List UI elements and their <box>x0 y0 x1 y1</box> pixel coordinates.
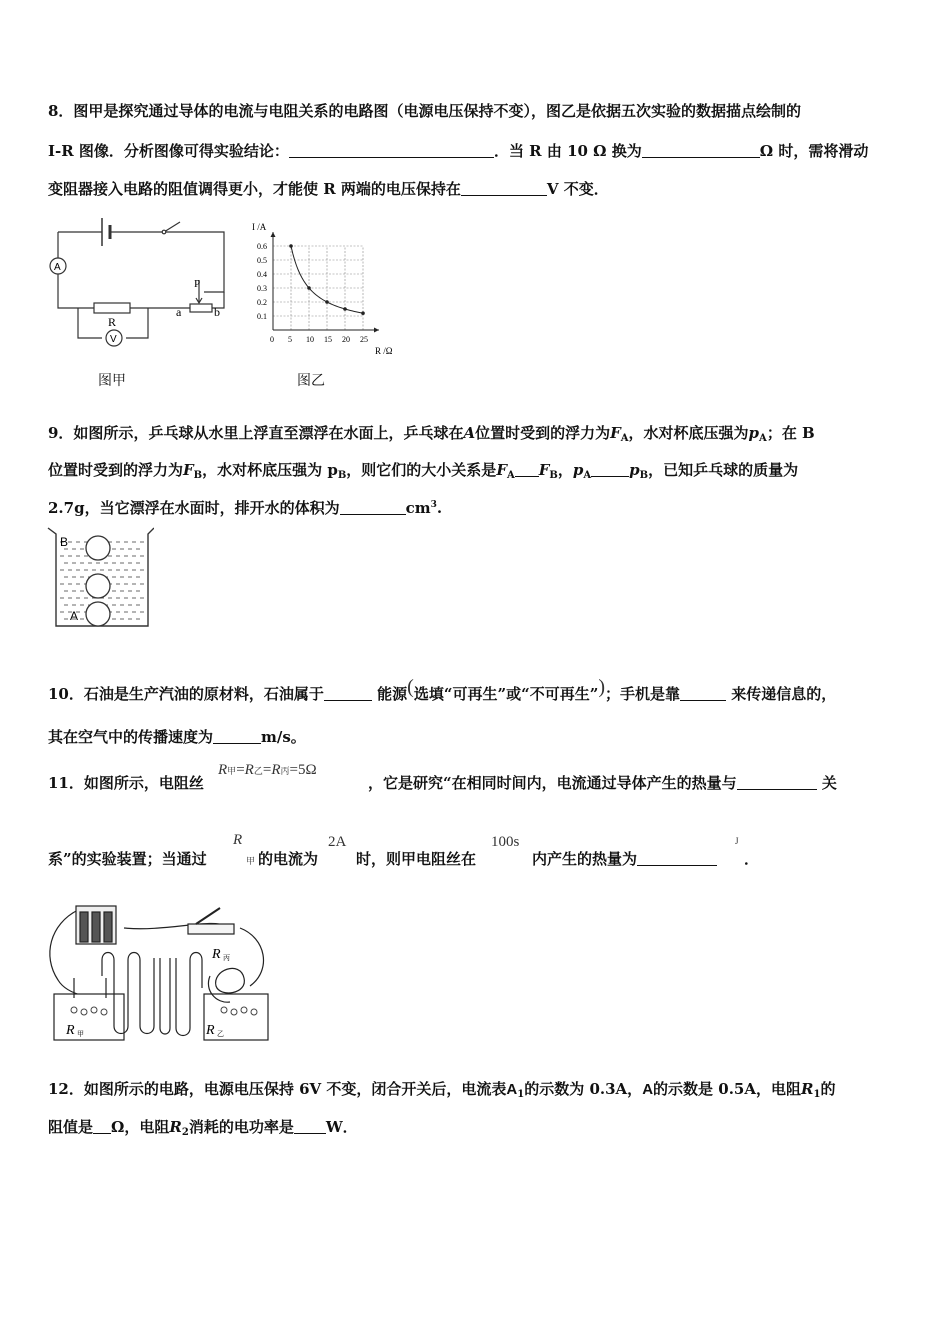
q11-line2b: 的电流为 <box>258 850 319 868</box>
y-tick-0.3: 0.3 <box>257 284 267 293</box>
y-tick-0.2: 0.2 <box>257 298 267 307</box>
q9-blank-volume[interactable] <box>340 499 406 515</box>
formula-sub-jia: 甲 <box>227 766 237 776</box>
formula-r2: R <box>244 762 254 778</box>
q10-text-6: 其在空气中的传播速度为 <box>48 728 214 746</box>
x-axis-arrow <box>374 328 379 333</box>
q9-sub-b: B <box>193 470 203 481</box>
q9-sub-a3: A <box>506 470 515 481</box>
y-tick-0.6: 0.6 <box>257 242 267 251</box>
data-point-25 <box>361 311 365 315</box>
q10-text-7: m/s。 <box>261 728 306 746</box>
q9-line1 <box>48 422 815 444</box>
q11-line1 <box>48 772 204 793</box>
q9-text-7: ，则它们的大小关系是 <box>346 461 497 479</box>
y-tick-0.4: 0.4 <box>257 270 267 279</box>
q12-blank-r1[interactable] <box>93 1118 111 1134</box>
q11-line2d <box>532 848 717 869</box>
q11-time: 100s <box>491 834 520 850</box>
y-axis-arrow <box>271 232 276 237</box>
q11-line2a: 系”的实验装置；当通过 <box>48 850 207 868</box>
q11-text-1: 11．如图所示，电阻丝 <box>48 774 204 792</box>
q11-blank-heat[interactable] <box>637 850 717 866</box>
q11-text-2: ，它是研究“在相同时间内，电流通过导体产生的热量与 <box>368 774 737 792</box>
chart-xlabel: R /Ω <box>375 346 393 356</box>
x-tick-25: 25 <box>360 335 368 344</box>
circuit-diagram-jia <box>44 208 234 348</box>
q8-blank-conclusion[interactable] <box>289 142 494 158</box>
q9-var-f2: F <box>183 461 194 479</box>
q9-text-2: 位置时受到的浮力为 <box>475 424 611 442</box>
caption-yi: 图乙 <box>297 373 325 389</box>
q9-var-f4: F <box>538 461 550 479</box>
r-yi-sub-label: 乙 <box>217 1030 224 1038</box>
q12-text-1: 12．如图所示的电路，电源电压保持 6V 不变，闭合开关后，电流表 <box>48 1080 507 1098</box>
formula-sub-bing: 丙 <box>280 766 290 776</box>
q9-var-f: F <box>610 424 621 442</box>
q10-text-3: 选填“可再生”或“不可再生” <box>413 685 599 703</box>
q12-text-8: W． <box>325 1118 358 1136</box>
slider-label-p: P <box>194 278 201 290</box>
data-point-5 <box>289 244 293 248</box>
label-a: A <box>70 609 79 623</box>
formula-eq1: = <box>236 762 245 778</box>
x-tick-20: 20 <box>342 335 350 344</box>
q8-text-e: V 不变． <box>546 180 609 198</box>
q9-sub-b2: B <box>337 470 347 481</box>
data-point-15 <box>325 300 329 304</box>
formula-r3: R <box>271 762 281 778</box>
q12-text-4: 的 <box>820 1080 836 1098</box>
q11-sub-jia-line2 <box>246 850 255 868</box>
r-bing-sub-label: 丙 <box>223 954 230 962</box>
q8-blank-resistance[interactable] <box>642 142 760 158</box>
q12-r2: R <box>169 1118 182 1136</box>
q9-sub-a4: A <box>583 470 592 481</box>
q10-blank-energy[interactable] <box>324 685 372 701</box>
q10-line2 <box>48 726 306 747</box>
q8-text-c: Ω 时，需将滑动 <box>759 142 869 160</box>
q9-text-1: 9．如图所示，乒乓球从水里上浮直至漂浮在水面上，乒乓球在 <box>48 424 464 442</box>
q8-line1: 8．图甲是探究通过导体的电流与电阻关系的电路图（电源电压保持不变），图乙是依据五次实验的数据描点绘制的 <box>48 102 801 120</box>
r-bing-label: R <box>212 947 221 962</box>
q12-text-3: 的示数是 0.5A，电阻 <box>653 1080 801 1098</box>
q12-r1: R <box>801 1080 814 1098</box>
q9-text-8: ，已知乒乓球的质量为 <box>648 461 799 479</box>
q10-text-4: ；手机是靠 <box>605 685 681 703</box>
joule-apparatus <box>44 898 274 1044</box>
r-jia-sub-label: 甲 <box>77 1030 84 1038</box>
q11-unit-j: J <box>735 836 739 846</box>
q9-line3 <box>48 497 442 518</box>
q9-text-6: ，水对杯底压强为 p <box>202 461 338 479</box>
q9-text-9: 2.7g，当它漂浮在水面时，排开水的体积为 <box>48 499 340 517</box>
q8-line3 <box>48 178 609 199</box>
q11-line1-rest <box>368 772 837 793</box>
q12-text-2: 的示数为 0.3A， <box>524 1080 643 1098</box>
q11-current: 2A <box>328 834 347 850</box>
x-tick-5: 5 <box>288 335 292 344</box>
q11-formula <box>218 762 317 779</box>
q12-a1-sub: 1 <box>517 1089 525 1100</box>
q9-text-3: ，水对杯底压强为 <box>628 424 749 442</box>
q12-r1-sub: 1 <box>813 1089 821 1100</box>
q9-blank-pressure[interactable] <box>591 461 629 477</box>
x-tick-0: 0 <box>270 335 274 344</box>
y-tick-0.5: 0.5 <box>257 256 267 265</box>
x-tick-10: 10 <box>306 335 314 344</box>
rheostat-label-a: a <box>176 305 182 319</box>
q8-text-d: 变阻器接入电路的阻值调得更小，才能使 R 两端的电压保持在 <box>48 180 461 198</box>
q9-var-p2: p <box>572 461 584 479</box>
caption-jia: 图甲 <box>98 373 126 389</box>
q8-text-b: ．当 R 由 10 Ω 换为 <box>493 142 642 160</box>
q9-var-f3: F <box>496 461 507 479</box>
q9-sub-b4: B <box>639 470 649 481</box>
q9-sub-b3: B <box>549 470 558 481</box>
q8-blank-voltage[interactable] <box>461 180 547 196</box>
q12-text-6: Ω，电阻 <box>111 1118 170 1136</box>
q12-blank-power[interactable] <box>294 1118 326 1134</box>
q11-r-jia <box>233 832 242 849</box>
q9-sub-a2: A <box>759 433 767 444</box>
q9-blank-force[interactable] <box>515 461 539 477</box>
q8-text-a: I-R 图像．分析图像可得实验结论： <box>48 142 289 160</box>
q10-paren-r: ) <box>598 676 605 698</box>
ammeter-label: A <box>54 262 61 273</box>
q10-text-2: 能源 <box>377 685 408 703</box>
q9-sup: 3 <box>430 500 437 510</box>
q9-text-11: . <box>436 499 443 517</box>
r-yi-label: R <box>206 1023 215 1038</box>
q12-r2-sub: 2 <box>181 1127 189 1138</box>
r-jia-sub: 甲 <box>246 856 256 866</box>
q10-blank-speed[interactable] <box>213 728 261 744</box>
voltmeter-label: V <box>110 334 117 345</box>
q10-line1 <box>48 676 836 704</box>
beaker-figure <box>44 526 154 632</box>
label-b: B <box>60 535 69 549</box>
q12-line2 <box>48 1116 358 1138</box>
q9-text-10: cm <box>405 499 431 517</box>
q9-sub-a: A <box>620 433 629 444</box>
q10-text-1: 10．石油是生产汽油的原材料，石油属于 <box>48 685 324 703</box>
ball-a-icon <box>86 602 110 626</box>
formula-sub-yi: 乙 <box>253 766 263 776</box>
q8-line2 <box>48 140 868 161</box>
q12-a1: A <box>506 1081 518 1098</box>
formula-eq3: = <box>289 762 298 778</box>
y-tick-0.1: 0.1 <box>257 312 267 321</box>
resistor-label: R <box>108 315 117 329</box>
r-jia-letter: R <box>233 832 243 848</box>
q9-var-p3: p <box>629 461 640 479</box>
r-jia-label: R <box>66 1023 75 1038</box>
formula-r1: R <box>218 762 228 778</box>
q11-line2c: 时，则甲电阻丝在 <box>356 850 477 868</box>
ball-b-icon <box>86 536 110 560</box>
chart-ylabel: I /A <box>252 222 267 232</box>
q9-text-5: 位置时受到的浮力为 <box>48 461 184 479</box>
q11-text-4: 内产生的热量为 <box>532 850 638 868</box>
q9-var-p: p <box>748 424 760 442</box>
q9-text-4: ；在 B <box>766 424 815 442</box>
q11-blank-relation[interactable] <box>737 774 817 790</box>
q12-text-7: 消耗的电功率是 <box>188 1118 294 1136</box>
ir-chart <box>246 218 416 360</box>
rheostat-label-b: b <box>214 305 220 319</box>
q10-paren-l: ( <box>407 676 414 698</box>
ball-middle-icon <box>86 574 110 598</box>
q11-period: ． <box>744 850 760 868</box>
q10-blank-wave[interactable] <box>680 685 726 701</box>
q9-var-a: A <box>463 424 476 442</box>
q11-text-3: 关 <box>821 774 837 792</box>
formula-value: 5Ω <box>297 762 317 778</box>
q9-line2: 位置时受到的浮力为$F_B$，水对杯底压强为 $p_B$，则它们的大小关系是$F_A$ $F_B$，$p_A$ $p_B$，已知乒乓球的质量为 <box>48 461 799 481</box>
q10-text-5: 来传递信息的， <box>731 685 837 703</box>
q12-a: A <box>642 1081 654 1098</box>
data-point-10 <box>307 286 311 290</box>
formula-eq2: = <box>262 762 272 778</box>
data-point-20 <box>343 307 347 311</box>
x-tick-15: 15 <box>324 335 332 344</box>
q12-line1 <box>48 1078 835 1100</box>
q12-text-5: 阻值是 <box>48 1118 94 1136</box>
